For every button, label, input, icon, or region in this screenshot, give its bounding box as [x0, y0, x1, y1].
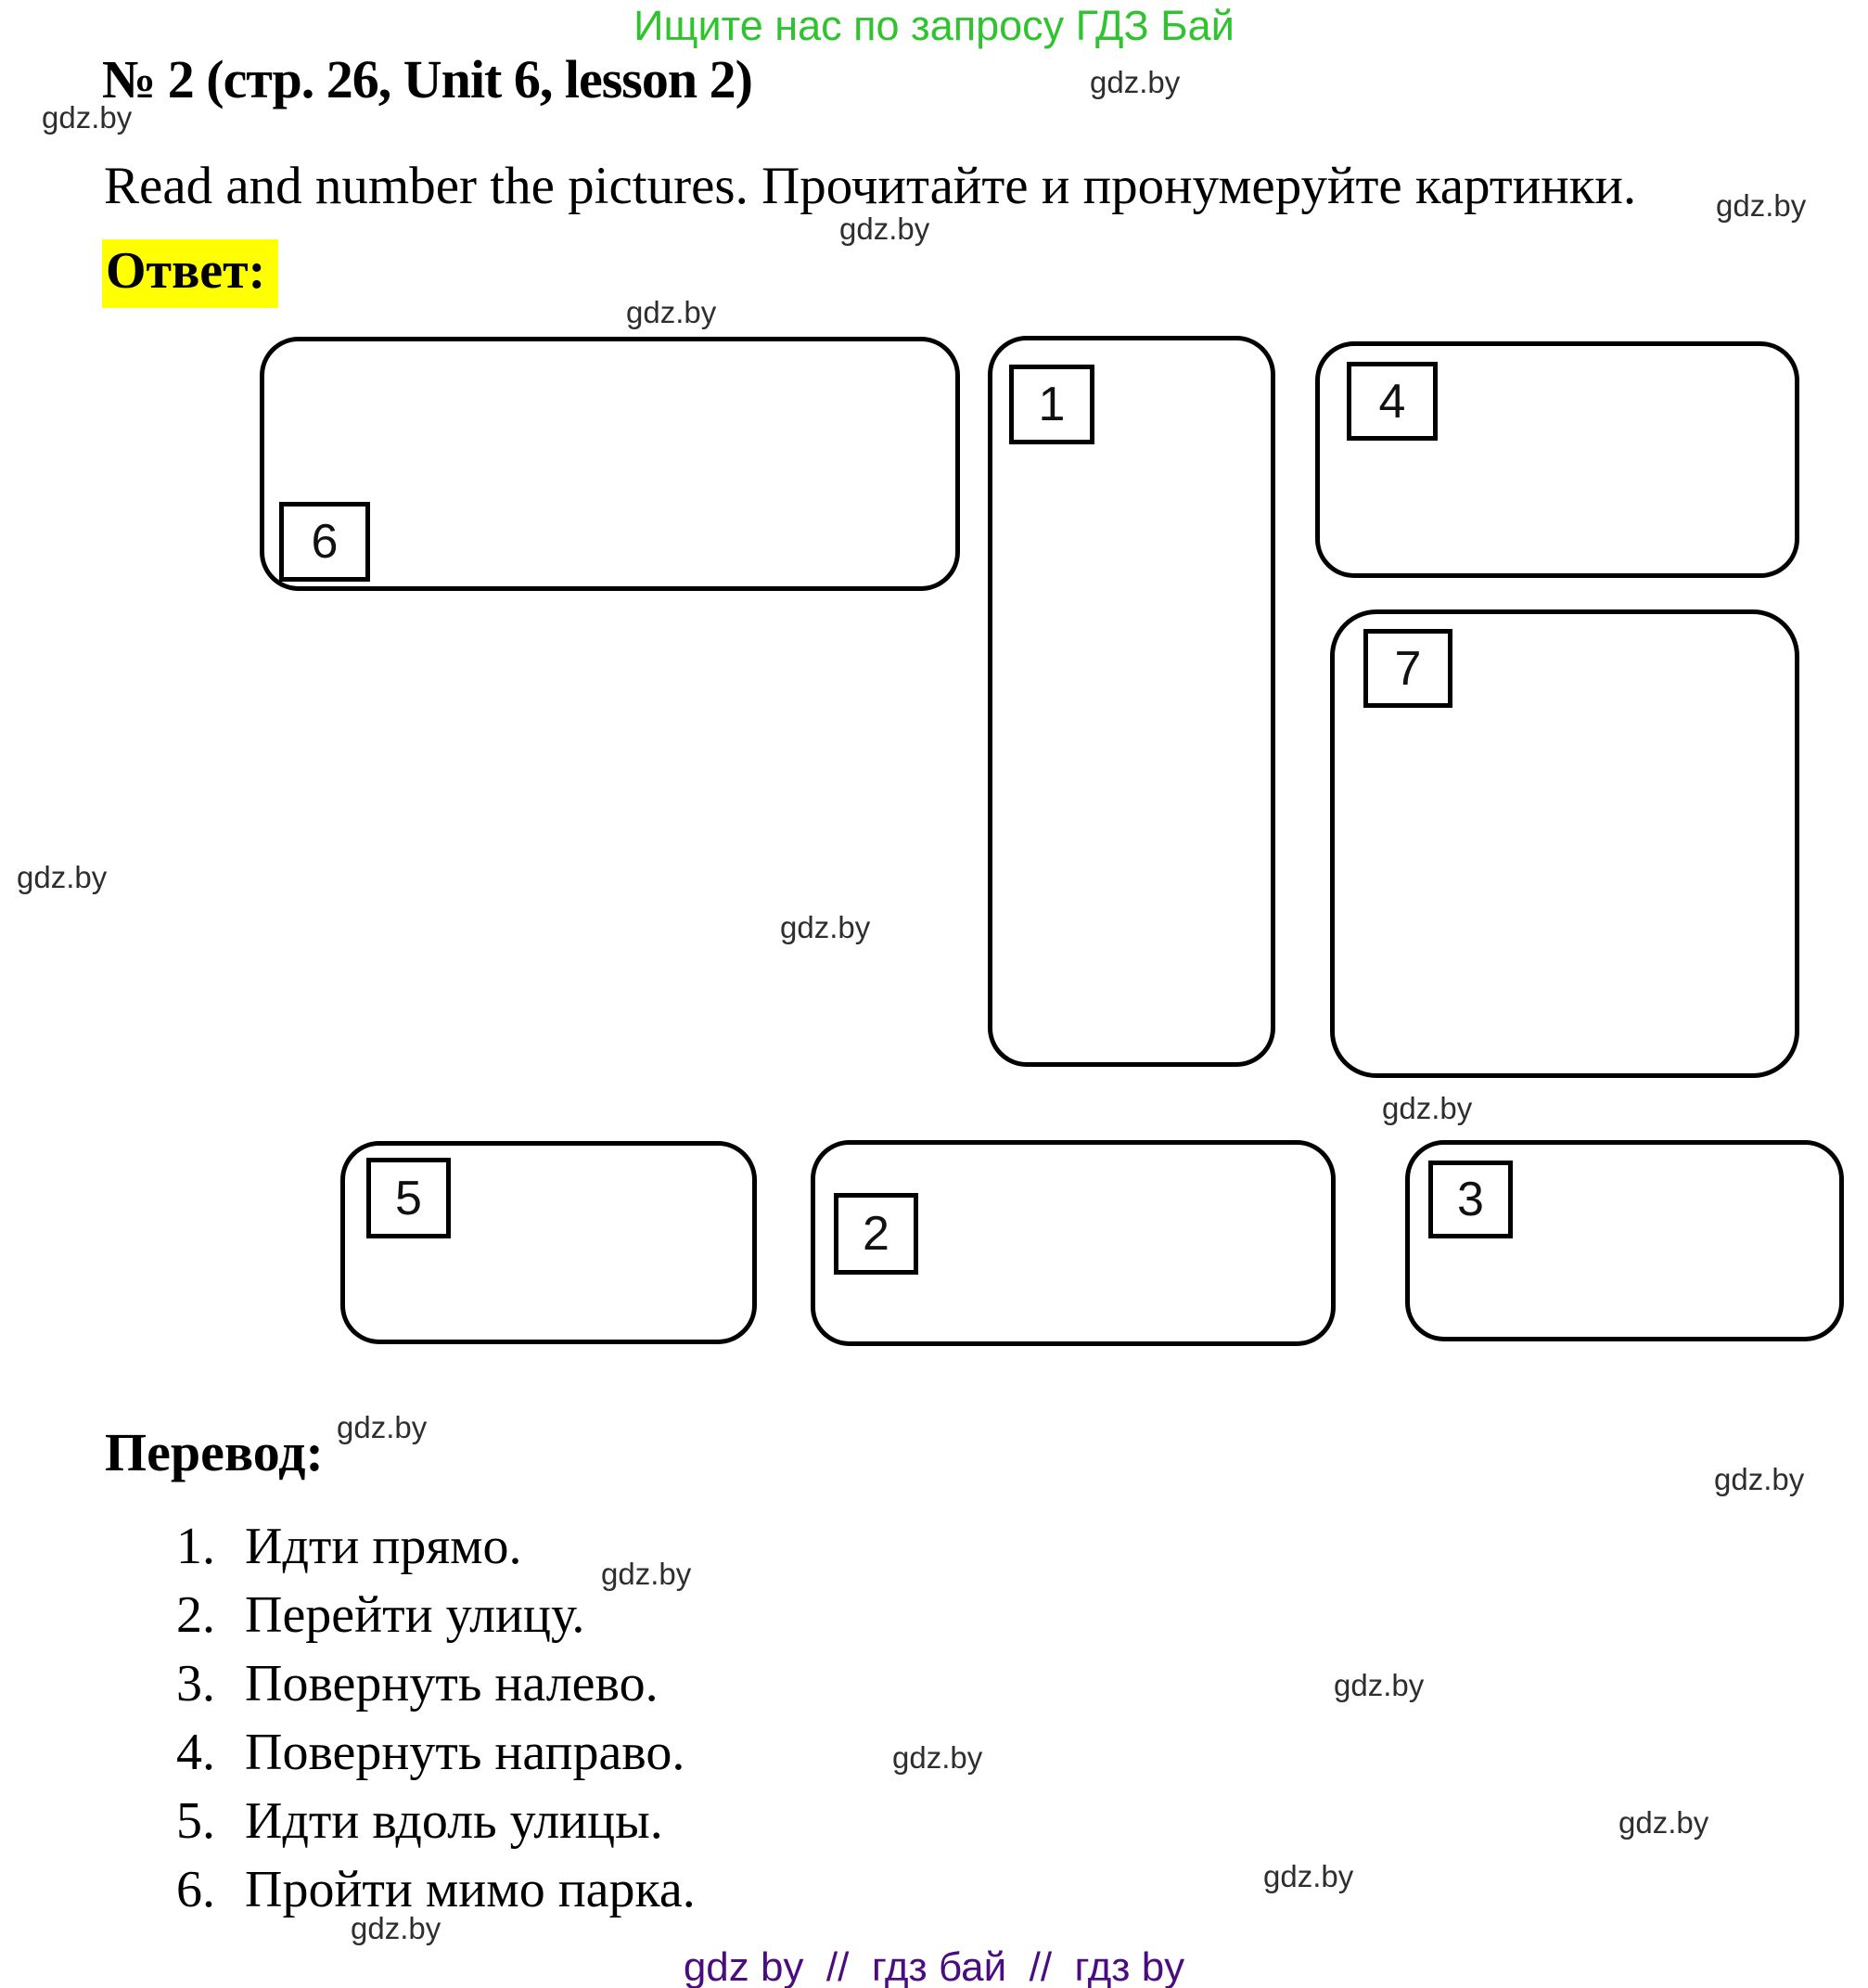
answer-number-box-5: [366, 1158, 451, 1238]
answer-number-box-4: [1347, 362, 1438, 441]
picture-frame-1: [988, 336, 1275, 1067]
item-text: Пройти мимо парка.: [245, 1861, 696, 1918]
watermark: gdz.by: [42, 100, 133, 135]
answer-label: Ответ:: [102, 239, 278, 308]
answer-number: 1: [1038, 378, 1066, 431]
answer-number: 5: [395, 1171, 422, 1225]
translation-item: [176, 1512, 696, 1581]
page-title: № 2 (стр. 26, Unit 6, lesson 2): [102, 49, 752, 109]
translation-list: [176, 1512, 696, 1924]
watermark: gdz.by: [1090, 65, 1181, 99]
watermark: gdz.by: [1716, 188, 1807, 223]
promo-banner: Ищите нас по запросу ГДЗ Бай: [633, 2, 1235, 49]
translation-item: [176, 1787, 696, 1855]
item-number: 5.: [176, 1792, 215, 1850]
item-number: 3.: [176, 1655, 215, 1712]
item-text: Повернуть направо.: [245, 1724, 685, 1781]
watermark: gdz.by: [1263, 1859, 1354, 1893]
item-text: Идти вдоль улицы.: [245, 1792, 663, 1850]
answer-number: 4: [1378, 374, 1406, 429]
translation-item: [176, 1718, 696, 1787]
answer-number: 2: [863, 1207, 889, 1261]
item-number: 2.: [176, 1586, 215, 1644]
watermark: gdz.by: [1382, 1091, 1473, 1125]
watermark: gdz.by: [839, 212, 930, 246]
watermark: gdz.by: [1334, 1668, 1425, 1702]
translation-item: [176, 1855, 696, 1924]
answer-number: 3: [1457, 1173, 1484, 1226]
watermark: gdz.by: [17, 860, 108, 894]
watermark: gdz.by: [626, 295, 717, 329]
task-text: Read and number the pictures. Прочитайте и пронумеруйте картинки.: [104, 157, 1637, 215]
answer-number-box-7: [1363, 629, 1452, 708]
item-text: Перейти улицу.: [245, 1586, 585, 1644]
watermark: gdz.by: [337, 1410, 428, 1444]
watermark: gdz.by: [1714, 1462, 1805, 1496]
answer-number-box-3: [1428, 1161, 1513, 1238]
item-number: 1.: [176, 1518, 215, 1575]
item-number: 4.: [176, 1724, 215, 1781]
watermark: gdz.by: [601, 1557, 692, 1591]
translation-label: Перевод:: [105, 1422, 324, 1482]
answer-number: 6: [311, 515, 339, 569]
item-number: 6.: [176, 1861, 215, 1918]
translation-item: [176, 1649, 696, 1718]
answer-number-box-1: [1009, 365, 1094, 444]
answer-number-box-6: [279, 502, 370, 582]
watermark: gdz.by: [1619, 1805, 1709, 1840]
watermark: gdz.by: [892, 1740, 983, 1775]
item-text: Повернуть налево.: [245, 1655, 659, 1712]
footer-links: gdz by // гдз бай // гдз by: [683, 1944, 1185, 1988]
answer-number-box-2: [834, 1193, 918, 1275]
answer-number: 7: [1394, 641, 1422, 696]
item-text: Идти прямо.: [245, 1518, 522, 1575]
watermark: gdz.by: [780, 910, 871, 944]
watermark: gdz.by: [351, 1911, 441, 1945]
translation-item: [176, 1581, 696, 1649]
